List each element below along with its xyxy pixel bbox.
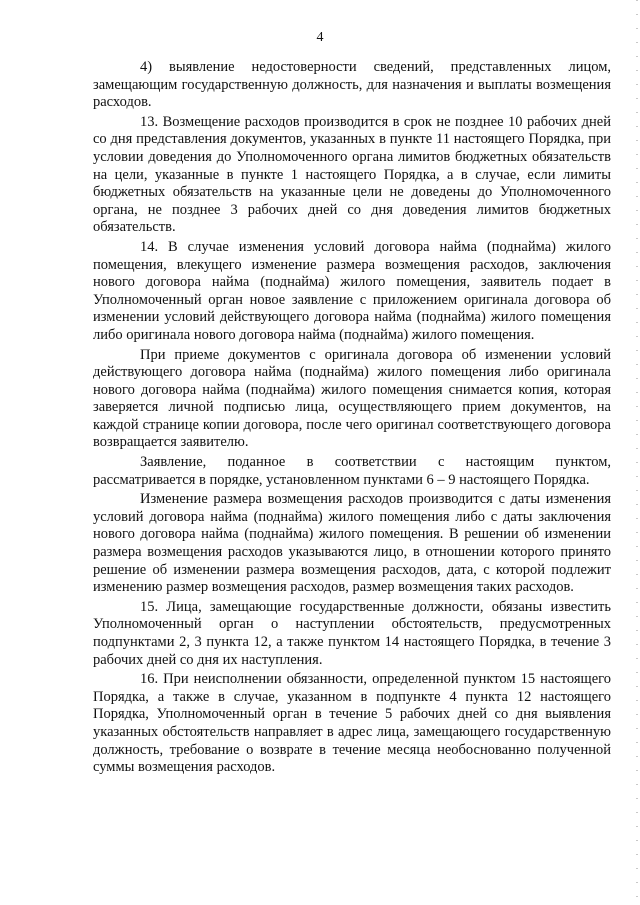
paragraph-13: 13. Возмещение расходов производится в срок не позднее 10 рабочих дней со дня представления документов, указанных в пункте 11 настоящего Порядка, при условии доведения до Уполномоченного органа лимитов бюджетных обязательств на цели, указанные в пункте 1 настоящего Порядка, а в случае, если лимиты бюджетных обязательств на указанные цели не доведены до Уполномоченного органа, не позднее 3 рабочих дней со дня доведения лимитов бюджетных обязательств. [93,113,611,236]
paragraph-14-amount-change: Изменение размера возмещения расходов производится с даты изменения условий договора найма (поднайма) жилого помещения либо с даты заключения нового договора найма (поднайма) жилого помещения. В решении об изменении размера возмещения расходов указываются лицо, в отношении которого принято решение об изменении размера возмещения расходов, дата, с которой подлежит изменению размер возмещения расходов, размер возмещения таких расходов. [93,491,611,596]
page-number: 4 [316,30,324,45]
paragraph-14: 14. В случае изменения условий договора найма (поднайма) жилого помещения, влекущего изменение размера возмещения расходов, заключения нового договора найма (поднайма) жилого помещения, заявитель подает в Уполномоченный орган новое заявление с приложением оригинала договора об изменении условий действующего договора найма (поднайма) жилого помещения либо оригинала нового договора найма (поднайма) жилого помещения. [93,238,611,343]
scan-edge-marks [636,0,638,905]
paragraph-16: 16. При неисполнении обязанности, определенной пунктом 15 настоящего Порядка, а также в случае, указанном в подпункте 4 пункта 12 настоящего Порядка, Уполномоченный орган в течение 5 рабочих дней со дня выявления указанных обстоятельств направляет в адрес лица, замещающего государственную должность, требование о возврате в течение месяца необоснованно полученной суммы возмещения расходов. [93,671,611,776]
paragraph-4-subitem: 4) выявление недостоверности сведений, представленных лицом, замещающим государственную должность, для назначения и выплаты возмещения расходов. [93,59,611,111]
paragraph-14-review: Заявление, поданное в соответствии с настоящим пунктом, рассматривается в порядке, установленном пунктами 6 – 9 настоящего Порядка. [93,454,611,488]
document-body [93,59,611,779]
paragraph-15: 15. Лица, замещающие государственные должности, обязаны известить Уполномоченный орган о наступлении обстоятельств, предусмотренных подпунктами 2, 3 пункта 12, а также пунктом 14 настоящего Порядка, в течение 3 рабочих дней со дня их наступления. [93,598,611,668]
paragraph-14-copy-procedure: При приеме документов с оригинала договора об изменении условий действующего договора найма (поднайма) жилого помещения либо оригинала нового договора найма (поднайма) жилого помещения снимается копия, которая заверяется личной подписью лица, осуществляющего прием документов, на каждой странице копии договора, после чего оригинал соответствующего договора возвращается заявителю. [93,346,611,451]
